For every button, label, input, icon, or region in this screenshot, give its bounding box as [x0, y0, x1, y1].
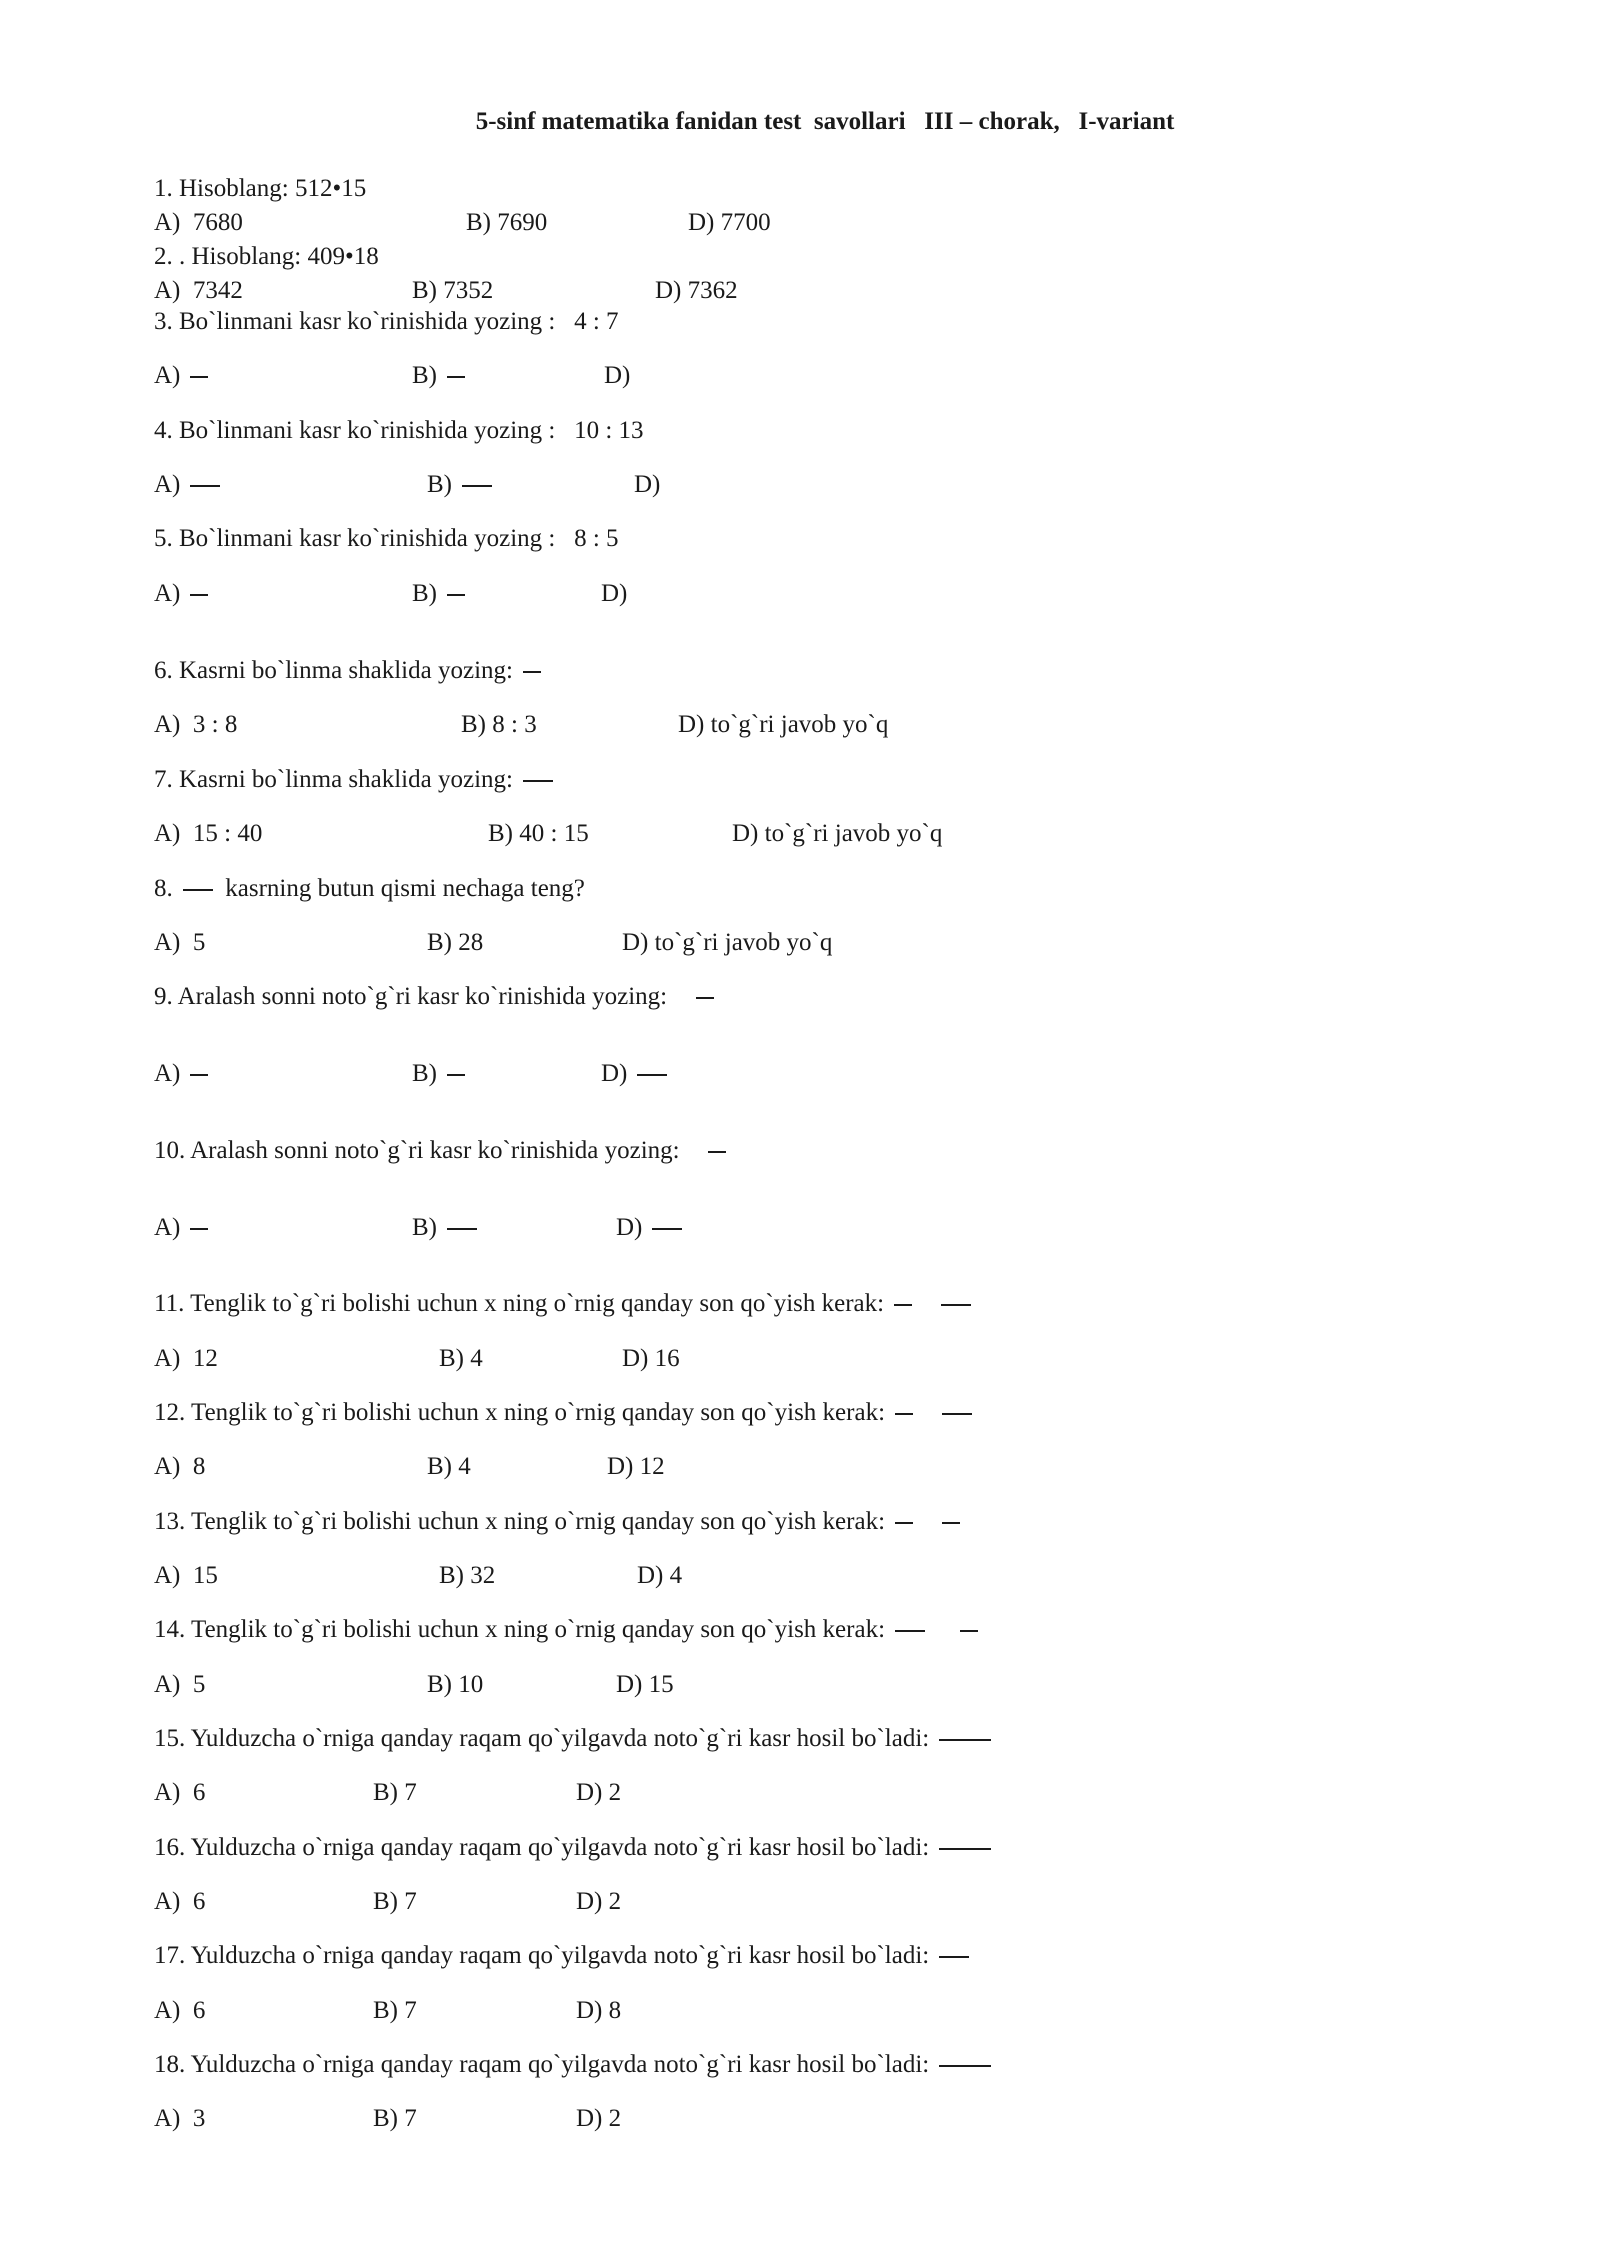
q1-option-b: B) 7690	[466, 209, 548, 236]
fraction-bar	[895, 1522, 913, 1524]
q9-option-b: B)	[412, 1061, 465, 1086]
fraction-bar	[942, 1522, 960, 1524]
q14-option-b: B) 10	[427, 1671, 484, 1698]
fraction-bar	[462, 485, 492, 487]
q6-option-b: B) 8 : 3	[461, 711, 537, 738]
q12-option-a: A) 8	[154, 1453, 206, 1480]
q10-option-b: B)	[412, 1215, 477, 1240]
fraction-bar	[183, 889, 213, 891]
q7-option-d: D) to`g`ri javob yo`q	[732, 820, 943, 847]
q13-option-a: A) 15	[154, 1562, 218, 1589]
fraction-bar	[190, 376, 208, 378]
question-16: 16. Yulduzcha o`rniga qanday raqam qo`yilgavda noto`g`ri kasr hosil bo`ladi:	[154, 1835, 991, 1860]
fraction-bar	[939, 1739, 991, 1741]
fraction-bar	[939, 1956, 969, 1958]
q4-option-d: D)	[634, 471, 661, 498]
question-10: 10. Aralash sonni noto`g`ri kasr ko`rinishida yozing:	[154, 1138, 726, 1163]
question-1: 1. Hisoblang: 512•15	[154, 175, 367, 202]
q11-option-a: A) 12	[154, 1345, 218, 1372]
q18-option-d: D) 2	[576, 2105, 622, 2132]
q9-option-d: D)	[601, 1061, 667, 1086]
question-11: 11. Tenglik to`g`ri bolishi uchun x ning o`rnig qanday son qo`yish kerak:	[154, 1291, 971, 1316]
fraction-bar	[895, 1413, 913, 1415]
q6-option-a: A) 3 : 8	[154, 711, 238, 738]
q5-option-b: B)	[412, 581, 465, 606]
fraction-bar	[939, 1848, 991, 1850]
q16-option-b: B) 7	[373, 1888, 417, 1915]
q9-option-a: A)	[154, 1061, 208, 1086]
fraction-bar	[939, 2065, 991, 2067]
fraction-bar	[652, 1228, 682, 1230]
fraction-bar	[637, 1074, 667, 1076]
q5-option-a: A)	[154, 581, 208, 606]
fraction-bar	[190, 1228, 208, 1230]
question-15: 15. Yulduzcha o`rniga qanday raqam qo`yilgavda noto`g`ri kasr hosil bo`ladi:	[154, 1726, 991, 1751]
q17-option-d: D) 8	[576, 1997, 622, 2024]
q2-option-b: B) 7352	[412, 277, 494, 304]
q8-option-d: D) to`g`ri javob yo`q	[622, 929, 833, 956]
fraction-bar	[190, 485, 220, 487]
q16-option-d: D) 2	[576, 1888, 622, 1915]
q16-option-a: A) 6	[154, 1888, 206, 1915]
fraction-bar	[696, 997, 714, 999]
q11-option-d: D) 16	[622, 1345, 680, 1372]
q10-option-d: D)	[616, 1215, 682, 1240]
q18-option-a: A) 3	[154, 2105, 206, 2132]
question-14: 14. Tenglik to`g`ri bolishi uchun x ning o`rnig qanday son qo`yish kerak:	[154, 1617, 978, 1642]
question-9: 9. Aralash sonni noto`g`ri kasr ko`rinishida yozing:	[154, 984, 714, 1009]
q4-option-a: A)	[154, 472, 220, 497]
q7-option-a: A) 15 : 40	[154, 820, 263, 847]
question-8: 8. kasrning butun qismi nechaga teng?	[154, 875, 585, 902]
fraction-bar	[447, 376, 465, 378]
q8-option-b: B) 28	[427, 929, 484, 956]
fraction-bar	[190, 1074, 208, 1076]
fraction-bar	[960, 1630, 978, 1632]
fraction-bar	[708, 1151, 726, 1153]
question-17: 17. Yulduzcha o`rniga qanday raqam qo`yilgavda noto`g`ri kasr hosil bo`ladi:	[154, 1943, 969, 1968]
q14-option-d: D) 15	[616, 1671, 674, 1698]
q8-option-a: A) 5	[154, 929, 206, 956]
q5-option-d: D)	[601, 580, 628, 607]
q13-option-b: B) 32	[439, 1562, 496, 1589]
fraction-bar	[894, 1304, 912, 1306]
fraction-bar	[523, 671, 541, 673]
fraction-bar	[447, 594, 465, 596]
question-5: 5. Bo`linmani kasr ko`rinishida yozing : 8 : 5	[154, 525, 619, 552]
fraction-bar	[523, 780, 553, 782]
q17-option-b: B) 7	[373, 1997, 417, 2024]
q11-option-b: B) 4	[439, 1345, 483, 1372]
fraction-bar	[941, 1304, 971, 1306]
q15-option-d: D) 2	[576, 1779, 622, 1806]
q13-option-d: D) 4	[637, 1562, 683, 1589]
fraction-bar	[895, 1630, 925, 1632]
q12-option-b: B) 4	[427, 1453, 471, 1480]
question-13: 13. Tenglik to`g`ri bolishi uchun x ning o`rnig qanday son qo`yish kerak:	[154, 1509, 960, 1534]
fraction-bar	[942, 1413, 972, 1415]
q17-option-a: A) 6	[154, 1997, 206, 2024]
question-2: 2. . Hisoblang: 409•18	[154, 243, 379, 270]
fraction-bar	[447, 1228, 477, 1230]
q15-option-a: A) 6	[154, 1779, 206, 1806]
question-3: 3. Bo`linmani kasr ko`rinishida yozing : 4 : 7	[154, 308, 619, 335]
question-12: 12. Tenglik to`g`ri bolishi uchun x ning o`rnig qanday son qo`yish kerak:	[154, 1400, 972, 1425]
question-7: 7. Kasrni bo`linma shaklida yozing:	[154, 767, 553, 792]
q15-option-b: B) 7	[373, 1779, 417, 1806]
q2-option-a: A) 7342	[154, 277, 243, 304]
q1-option-d: D) 7700	[688, 209, 771, 236]
q3-option-a: A)	[154, 363, 208, 388]
question-6: 6. Kasrni bo`linma shaklida yozing:	[154, 658, 541, 683]
q10-option-a: A)	[154, 1215, 208, 1240]
q3-option-d: D)	[604, 362, 631, 389]
q18-option-b: B) 7	[373, 2105, 417, 2132]
q7-option-b: B) 40 : 15	[488, 820, 589, 847]
q4-option-b: B)	[427, 472, 492, 497]
q14-option-a: A) 5	[154, 1671, 206, 1698]
fraction-bar	[447, 1074, 465, 1076]
test-title: 5-sinf matematika fanidan test savollari III – chorak, I-variant	[475, 108, 1175, 135]
q1-option-a: A) 7680	[154, 209, 243, 236]
question-18: 18. Yulduzcha o`rniga qanday raqam qo`yilgavda noto`g`ri kasr hosil bo`ladi:	[154, 2052, 991, 2077]
question-4: 4. Bo`linmani kasr ko`rinishida yozing : 10 : 13	[154, 417, 644, 444]
q3-option-b: B)	[412, 363, 465, 388]
q2-option-d: D) 7362	[655, 277, 738, 304]
q12-option-d: D) 12	[607, 1453, 665, 1480]
q6-option-d: D) to`g`ri javob yo`q	[678, 711, 889, 738]
fraction-bar	[190, 594, 208, 596]
